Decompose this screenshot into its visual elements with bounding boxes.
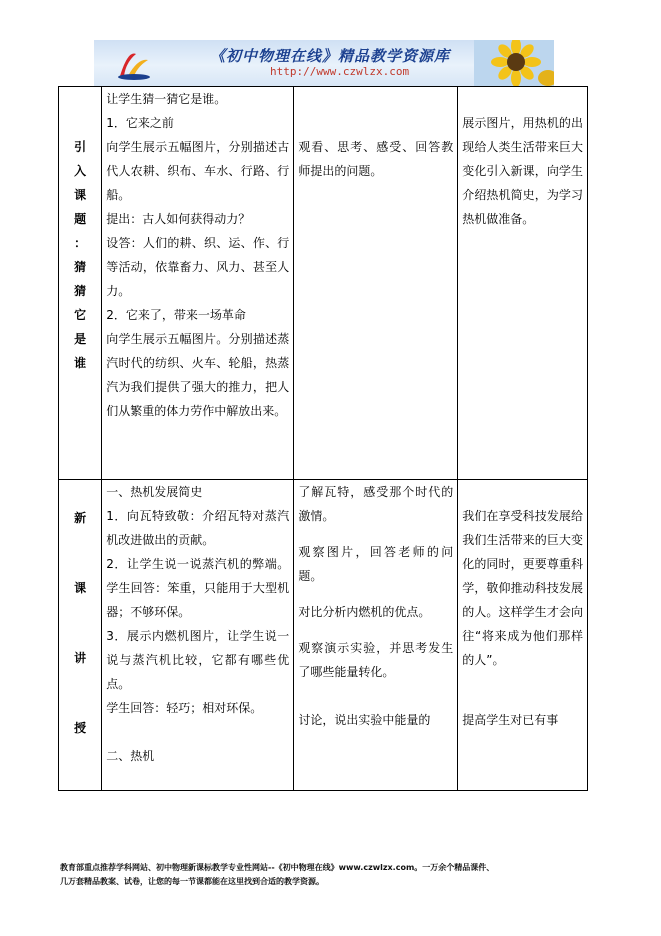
label-char: 引 [74,140,87,154]
design-intent-cell [458,480,588,791]
paragraph: 向学生展示五幅图片。分别描述蒸汽时代的纺织、火车、轮船，热蒸汽为我们提供了强大的推力，把人们从繁重的体力劳作中解放出来。 [106,332,290,418]
paragraph: 1．向瓦特致敬：介绍瓦特对蒸汽机改进做出的贡献。 [106,509,290,547]
paragraph: 提出：古人如何获得动力？ [106,212,251,226]
lesson-plan-table [58,86,588,791]
banner-title: 《初中物理在线》精品教学资源库 [210,47,451,65]
paragraph: 一、热机发展简史 [106,485,203,499]
paragraph: 观察演示实验，并思考发生了哪些能量转化。 [298,641,454,679]
row-label [59,480,102,791]
label-char: 它 [74,308,87,322]
label-char: 讲 [74,651,87,665]
paragraph: 观看、思考、感受、回答教师提出的问题。 [298,140,454,178]
label-char: 是 [74,332,87,346]
label-char: 授 [74,721,87,735]
student-activity-cell [294,87,458,480]
teacher-activity-cell [102,480,294,791]
paragraph: 让学生猜一猜它是谁。 [106,92,227,106]
paragraph: 2．它来了，带来一场革命 [106,308,246,322]
label-char: 题 [74,212,87,226]
paragraph: 3．展示内燃机图片，让学生说一说与蒸汽机比较，它都有哪些优点。 [106,629,290,691]
site-logo-icon [114,46,154,82]
banner-url[interactable]: http://www.czwlzx.com [270,65,410,78]
teacher-activity-cell [102,87,294,480]
paragraph: 设答：人们的耕、织、运、作、行等活动，依靠畜力、风力、甚至人力。 [106,236,290,298]
label-char: 课 [74,188,87,202]
paragraph: 我们在享受科技发展给我们生活带来的巨大变化的同时，更要尊重科学，敬仰推动科技发展的人。这样学生才会向往“将来成为他们那样的人”。 [462,509,583,667]
label-char: 猜 [74,284,87,298]
footer-line: 几万套精品教案、试卷，让您的每一节课都能在这里找到合适的教学资源。 [60,877,324,886]
table-row [59,87,588,480]
paragraph: 讨论，说出实验中能量的 [298,713,431,727]
header-banner [94,40,554,86]
paragraph: 提高学生对已有事 [462,713,559,727]
footer-line: 教育部重点推荐学科网站、初中物理新课标教学专业性网站--《初中物理在线》www.czwlzx.com。一万余个精品课件、 [60,863,495,872]
paragraph: 学生回答：轻巧；相对环保。 [106,701,263,715]
label-char: 谁 [74,356,87,370]
label-char: 猜 [74,260,87,274]
label-char: 入 [74,164,87,178]
paragraph: 向学生展示五幅图片，分别描述古代人农耕、织布、车水、行路、行船。 [106,140,290,202]
paragraph: 对比分析内燃机的优点。 [298,605,431,619]
row-label [59,87,102,480]
table-row [59,480,588,791]
design-intent-cell [458,87,588,480]
paragraph: 二、热机 [106,749,155,763]
paragraph: 观察图片，回答老师的问题。 [298,545,454,583]
label-char: ： [74,236,87,250]
student-activity-cell [294,480,458,791]
paragraph: 展示图片，用热机的出现给人类生活带来巨大变化引入新课，向学生介绍热机简史，为学习热机做准备。 [462,116,583,226]
label-char: 课 [74,581,87,595]
page-footer [60,861,605,889]
paragraph: 1．它来之前 [106,116,174,130]
label-char: 新 [74,511,87,525]
paragraph: 2．让学生说一说蒸汽机的弊端。学生回答：笨重，只能用于大型机器；不够环保。 [106,557,290,619]
sunflower-icon [474,40,554,86]
paragraph: 了解瓦特，感受那个时代的激情。 [298,485,454,523]
